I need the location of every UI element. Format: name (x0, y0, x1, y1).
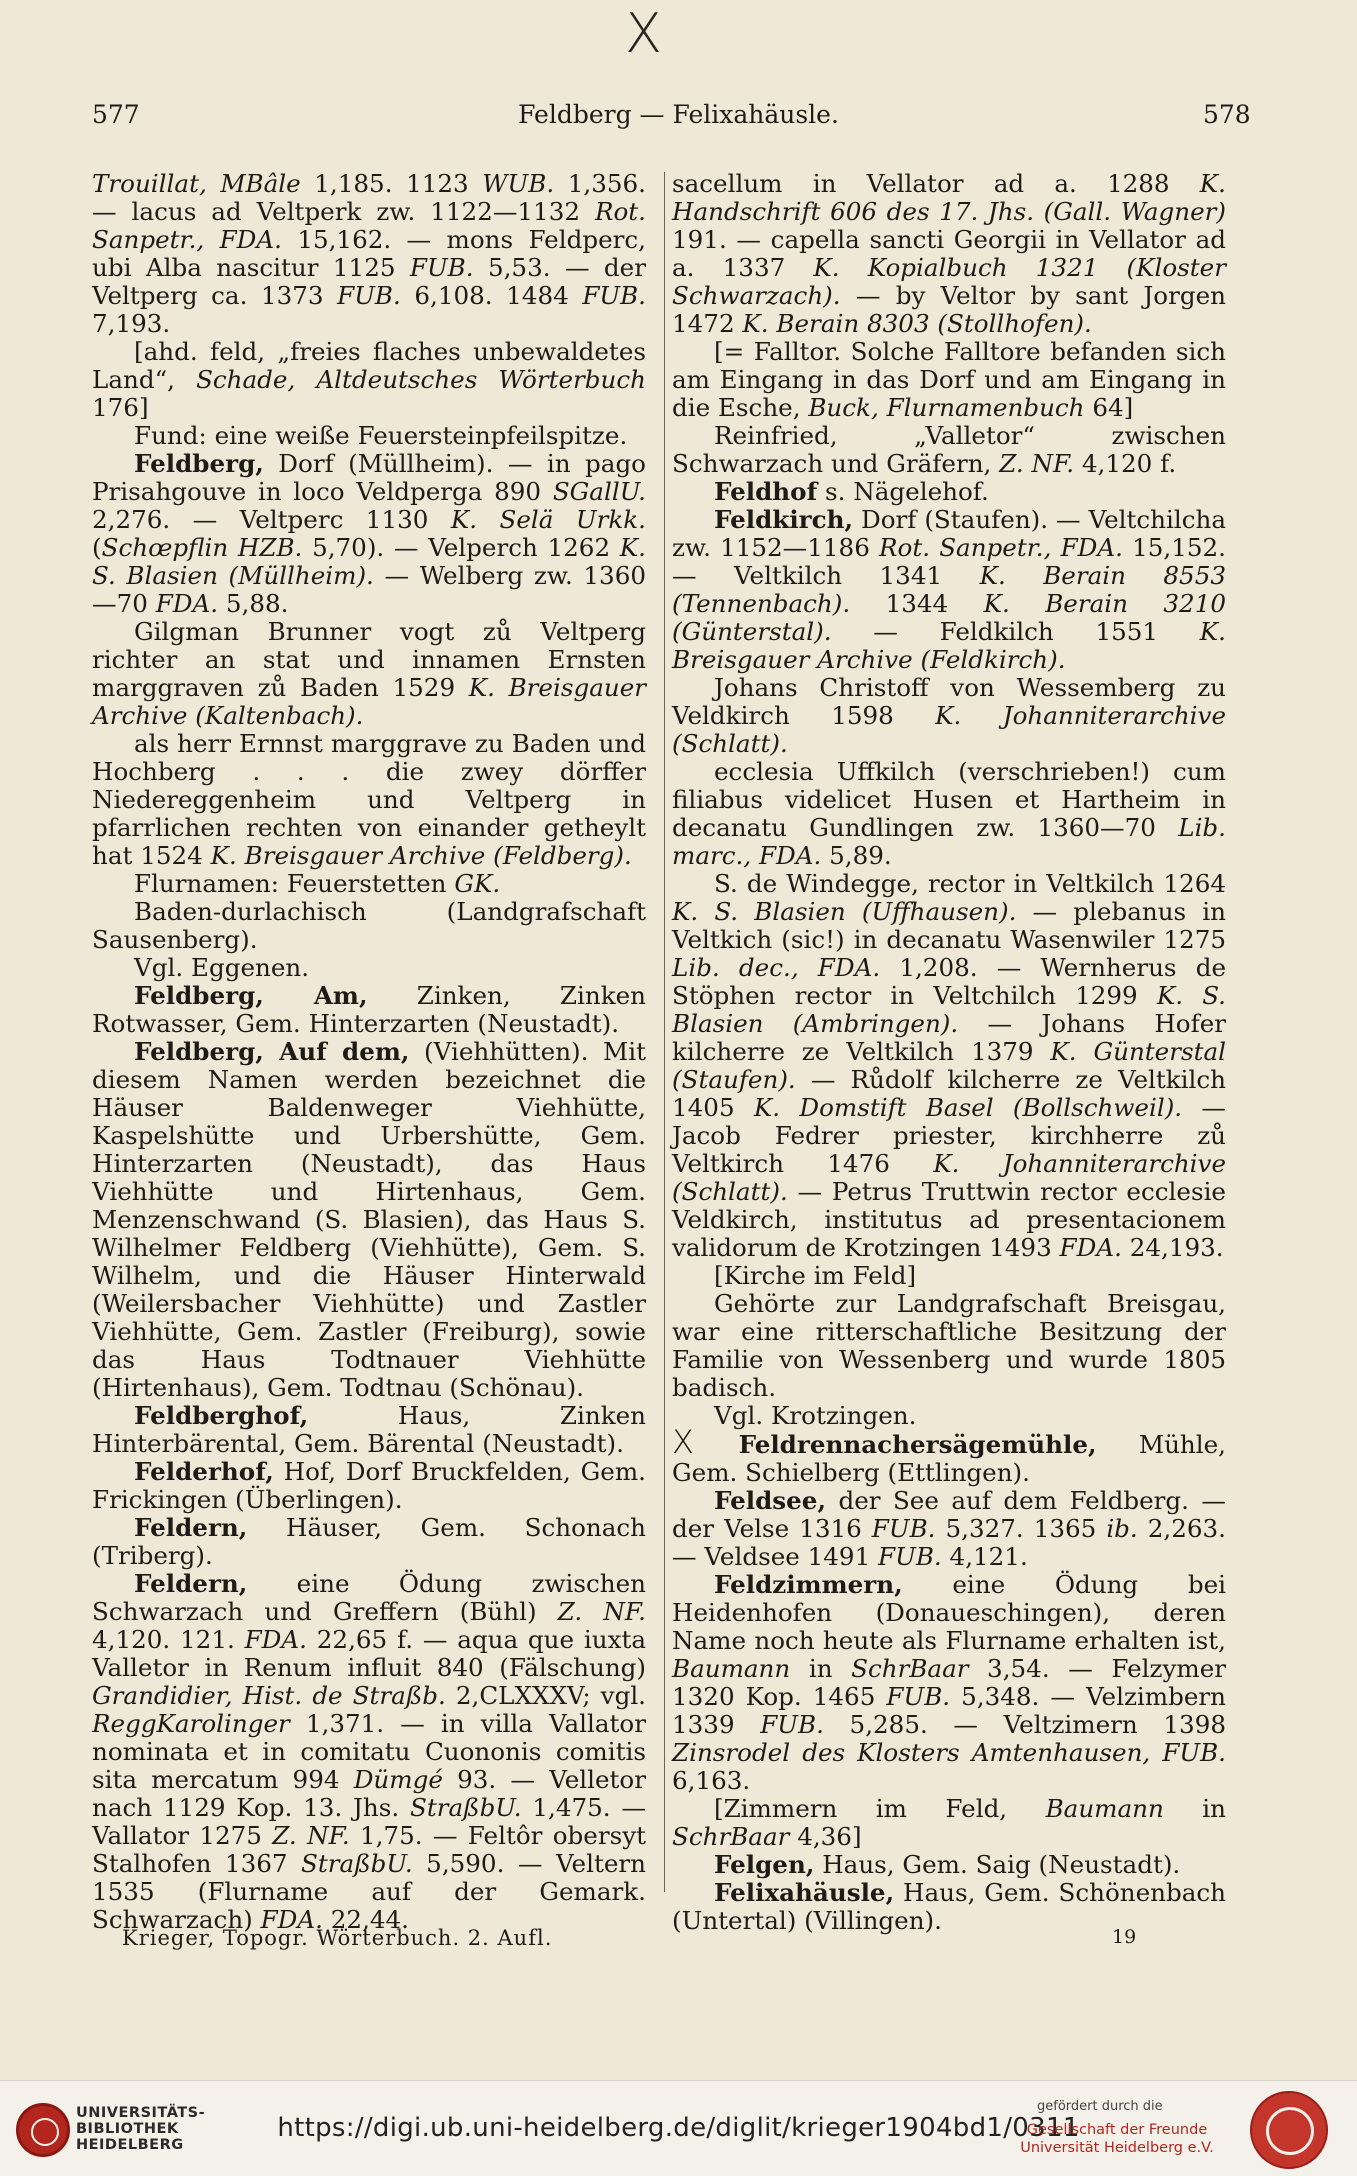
entry-text: 93. — Velletor nach 1129 Kop. 13. Jhs. (92, 1765, 646, 1822)
entry-text: ecclesia Uffkilch (verschrieben!) cum filiabus videlicet Husen et Hartheim in decanatu Gundlingen zw. 1360—70 (672, 757, 1226, 842)
source-citation: FUB. (760, 1710, 824, 1739)
entry-paragraph (92, 1458, 646, 1514)
source-citation: Grandidier, Hist. de Straßb. (92, 1681, 446, 1710)
entry-text: 176] (92, 393, 149, 422)
headword: Felderhof, (134, 1457, 274, 1486)
right-text-column (672, 170, 1226, 1935)
headword: Felgen, (714, 1850, 815, 1879)
source-citation: ib. (1106, 1514, 1138, 1543)
entry-text: 1344 (850, 589, 984, 618)
headword: Feldberg, Am, (134, 981, 368, 1010)
source-citation: K. Breisgauer Archive (Feldkirch). (672, 617, 1226, 674)
source-citation: K. Handschrift 606 des 17. Jhs. (Gall. Wagner) (672, 169, 1226, 226)
entry-text: S. de Windegge, rector in Veltkilch 1264 (714, 869, 1226, 898)
viewer-bottom-bar (0, 2080, 1357, 2176)
source-citation: K. Selä Urkk. (450, 505, 646, 534)
entry-text: Dorf (Müllheim). — in pago Prisahgouve in loco Veldperga 890 (92, 449, 646, 506)
source-citation: FDA. (155, 589, 219, 618)
source-citation: K. S. Blasien (Ambringen). (672, 981, 1226, 1038)
handwritten-x-mark: X (672, 1423, 739, 1461)
entry-text: Zinken, Zinken Rotwasser, Gem. Hinterzarten (Neustadt). (92, 981, 646, 1038)
entry-paragraph (92, 450, 646, 618)
entry-text: 5,53. — der Veltperg ca. 1373 (92, 253, 646, 310)
entry-paragraph (92, 1038, 646, 1402)
entry-text: 64] (1084, 393, 1134, 422)
source-citation: FUB. (886, 1682, 951, 1711)
entry-text: 1,356. — lacus ad Veltperk zw. 1122—1132 (92, 169, 646, 226)
entry-text: 1,75. — Feltôr obersyt Stalhofen 1367 (92, 1821, 646, 1878)
entry-paragraph (672, 1879, 1226, 1935)
entry-text: 5,348. — Velzimbern 1339 (672, 1682, 1227, 1739)
source-citation: FDA. (260, 1905, 323, 1934)
source-citation: K. Berain 3210 (Günterstal). (672, 589, 1226, 646)
entry-paragraph (92, 1570, 646, 1934)
entry-text: Dorf (Staufen). — Veltchilcha zw. 1152—1186 (672, 505, 1226, 562)
entry-text: Flurnamen: Feuerstetten (134, 869, 455, 898)
column-divider (664, 172, 665, 1892)
entry-text: Haus, Gem. Saig (Neustadt). (814, 1850, 1181, 1879)
entry-text: Haus, Gem. Schönenbach (Untertal) (Villingen). (672, 1878, 1226, 1935)
entry-text: 2,263. — Veldsee 1491 (672, 1514, 1226, 1571)
source-citation: Rot. Sanpetr., FDA. (92, 197, 646, 254)
headword: Feldberghof, (134, 1401, 309, 1430)
library-name-line: UNIVERSITÄTS- (76, 2105, 206, 2121)
headword: Feldkirch, (714, 505, 854, 534)
entry-text: 15,152. — Veltkilch 1341 (672, 533, 1226, 590)
source-citation: Z. NF. (557, 1597, 646, 1626)
entry-text: Mühle, Gem. Schielberg (Ettlingen). (672, 1430, 1227, 1487)
entry-text: — plebanus in Veltkich (sic!) in decanatu Wasenwiler 1275 (672, 897, 1226, 954)
entry-paragraph (672, 506, 1226, 674)
entry-text: Vgl. Eggenen. (134, 953, 310, 982)
headword: Feldern, (134, 1569, 248, 1598)
source-citation: SchrBaar (851, 1654, 969, 1683)
entry-text: 5,590. — Veltern 1535 (Flurname auf der Gemark. Schwarzach) (92, 1849, 646, 1934)
sponsor-seal-icon (1250, 2091, 1328, 2169)
entry-text: [Kirche im Feld] (714, 1261, 917, 1290)
source-citation: Rot. Sanpetr., FDA. (879, 533, 1123, 562)
headword: Feldberg, Auf dem, (134, 1037, 410, 1066)
entry-text: s. Nägelehof. (817, 477, 989, 506)
source-citation: StraßbU. (409, 1793, 522, 1822)
entry-paragraph (672, 170, 1226, 338)
entry-paragraph (92, 898, 646, 954)
source-citation: K. Berain 8553 (Tennenbach). (672, 561, 1226, 618)
source-citation: FUB. (871, 1514, 936, 1543)
entry-text: 5,88. (218, 589, 289, 618)
source-citation: Lib. dec., FDA. (672, 953, 881, 982)
entry-text: eine Ödung zwischen Schwarzach und Greffern (Bühl) (92, 1569, 646, 1626)
headword: Feldberg, (134, 449, 264, 478)
entry-text: 5,285. — Veltzimern 1398 (823, 1710, 1226, 1739)
source-citation: SchrBaar (672, 1822, 790, 1851)
entry-text: 5,89. (821, 841, 892, 870)
entry-paragraph (672, 1402, 1226, 1430)
entry-paragraph (672, 674, 1226, 758)
sponsor-name[interactable] (1017, 2121, 1217, 2157)
entry-text: [Zimmern im Feld, (714, 1794, 1046, 1823)
page-number-left: 577 (92, 100, 140, 129)
running-title: Feldberg — Felixahäusle. (518, 100, 839, 129)
entry-text: sacellum in Vellator ad a. 1288 (672, 169, 1200, 198)
entry-paragraph (672, 758, 1226, 870)
source-citation: Baumann (1045, 1794, 1164, 1823)
entry-text: 5,327. 1365 (935, 1514, 1107, 1543)
entry-text: — Johans Hofer kilcherre ze Veltkilch 1379 (672, 1009, 1227, 1066)
entry-text: — by Veltor by sant Jorgen 1472 (672, 281, 1226, 338)
entry-paragraph (672, 870, 1226, 1262)
source-citation: Z. NF. (272, 1821, 350, 1850)
entry-paragraph (672, 1423, 1227, 1487)
source-citation: GK. (454, 869, 501, 898)
source-citation: FUB. (878, 1542, 942, 1571)
entry-text: Baden-durlachisch (Landgrafschaft Sausenberg). (92, 897, 646, 954)
entry-text: [ahd. feld, „freies flaches unbewaldetes Land“, (92, 337, 646, 394)
entry-text: 191. — capella sancti Georgii in Vellator ad a. 1337 (672, 225, 1226, 282)
entry-text: als herr Ernnst marggrave zu Baden und Hochberg . . . die zwey dörffer Niedereggenheim und Veltperg in pfarrlichen rechten von einander getheylt hat 1524 (92, 729, 646, 870)
entry-paragraph (672, 1290, 1226, 1402)
entry-text: — Jacob Fedrer priester, kirchherre zů Veltkirch 1476 (672, 1093, 1226, 1178)
entry-paragraph (672, 338, 1226, 422)
entry-paragraph (672, 422, 1226, 478)
entry-paragraph (672, 1571, 1226, 1795)
library-name-line: BIBLIOTHEK (76, 2121, 179, 2137)
permalink-url[interactable]: https://digi.ub.uni-heidelberg.de/diglit/krieger1904bd1/0311 (277, 2113, 1080, 2143)
entry-text: Hof, Dorf Bruckfelden, Gem. Frickingen (Überlingen). (92, 1457, 646, 1514)
entry-text: Gehörte zur Landgrafschaft Breisgau, war eine ritterschaftliche Besitzung der Familie von Wessenberg und wurde 1805 badisch. (672, 1289, 1226, 1402)
source-citation: FDA. (244, 1625, 307, 1654)
entry-paragraph (92, 1514, 646, 1570)
entry-text: Reinfried, „Valletor“ zwischen Schwarzach und Gräfern, (672, 421, 1226, 478)
source-citation: Buck, Flurnamenbuch (808, 393, 1085, 422)
headword: Feldern, (134, 1513, 248, 1542)
source-citation: K. Breisgauer Archive (Kaltenbach). (92, 673, 647, 730)
entry-text: Johans Christoff von Wessemberg zu Veldkirch 1598 (672, 673, 1226, 730)
source-citation: K. Günterstal (Staufen). (672, 1037, 1227, 1094)
entry-text: 1,208. — Wernherus de Stöphen rector in Veltchilch 1299 (672, 953, 1226, 1010)
entry-paragraph (92, 870, 646, 898)
entry-text: [= Falltor. Solche Falltore befanden sich am Eingang in das Dorf und am Eingang in die Esche, (672, 337, 1226, 422)
entry-paragraph (92, 982, 646, 1038)
source-citation: Schœpflin HZB. (101, 533, 303, 562)
entry-paragraph (672, 1262, 1226, 1290)
entry-text: 22,44. (322, 1905, 409, 1934)
entry-text: 22,65 f. — aqua que iuxta Valletor in Renum influit 840 (Fälschung) (92, 1625, 646, 1682)
source-citation: Z. NF. (999, 449, 1075, 478)
entry-text: 3,54. — Felzymer 1320 Kop. 1465 (672, 1654, 1226, 1711)
source-citation: SGallU. (552, 477, 646, 506)
source-citation: K. Breisgauer Archive (Feldberg). (210, 841, 632, 870)
entry-text: — Petrus Truttwin rector ecclesie Veldkirch, institutus ad presentacionem validorum de Krotzingen 1493 (672, 1177, 1226, 1262)
entry-text: in (1163, 1794, 1226, 1823)
entry-text: 6,163. (672, 1766, 751, 1795)
entry-text: 24,193. (1121, 1233, 1224, 1262)
source-citation: WUB. (482, 169, 555, 198)
source-citation: FUB. (582, 281, 646, 310)
entry-text: 4,121. (941, 1542, 1028, 1571)
entry-paragraph (672, 1851, 1226, 1879)
entry-text: eine Ödung bei Heidenhofen (Donaueschingen), deren Name noch heute als Flurname erhalten ist, (672, 1570, 1226, 1655)
entry-paragraph (672, 478, 1226, 506)
entry-text: (Viehhütten). Mit diesem Namen werden bezeichnet die Häuser Baldenweger Viehhütte, Kaspelshütte und Urbershütte, Gem. Hinterzarten (Neustadt), das Haus Viehhütte und Hirtenhaus, Gem. Menzenschwand (S. Blasien), das Haus S. Wilhelmer Feldberg (Viehhütte), Gem. S. Wilhelm, und die Häuser Hinterwald (Weilersbacher Viehhütte) und Zastler Viehhütte, Gem. Zastler (Freiburg), sowie das Haus Todtnauer Viehhütte (Hirtenhaus), Gem. Todtnau (Schönau). (92, 1037, 646, 1402)
entry-paragraph (92, 618, 646, 730)
entry-text: — Feldkilch 1551 (831, 617, 1200, 646)
source-citation: K. S. Blasien (Uffhausen). (672, 897, 1017, 926)
entry-text: Häuser, Gem. Schonach (Triberg). (92, 1513, 646, 1570)
entry-text: der See auf dem Feldberg. — der Velse 1316 (672, 1486, 1226, 1543)
source-citation: K. Domstift Basel (Bollschweil). (753, 1093, 1183, 1122)
source-citation: FUB. (337, 281, 401, 310)
source-citation: Trouillat, MBâle (92, 169, 301, 198)
source-citation: K. Berain 8303 (Stollhofen). (742, 309, 1092, 338)
entry-text: 2,276. — Veltperc 1130 (92, 505, 451, 534)
source-citation: K. S. Blasien (Müllheim). (92, 533, 646, 590)
entry-paragraph (92, 1402, 646, 1458)
entry-text: Vgl. Krotzingen. (714, 1401, 917, 1430)
entry-text: 4,120. 121. (92, 1625, 245, 1654)
source-citation: Schade, Altdeutsches Wörterbuch (196, 365, 646, 394)
source-citation: Lib. marc., FDA. (672, 813, 1226, 870)
handwritten-x-mark: X (625, 2, 662, 65)
entry-paragraph (92, 422, 646, 450)
source-citation: Baumann (672, 1654, 791, 1683)
source-citation: K. Johanniterarchive (Schlatt). (672, 701, 1227, 758)
entry-text: 4,36] (789, 1822, 862, 1851)
entry-text: Gilgman Brunner vogt zů Veltperg richter an stat und innamen Ernsten marggraven zů Baden 1529 (92, 617, 646, 702)
sponsor-name-line: Universität Heidelberg e.V. (1020, 2140, 1214, 2156)
left-text-column (92, 170, 646, 1934)
library-name-line: HEIDELBERG (76, 2137, 184, 2153)
entry-text: Fund: eine weiße Feuersteinpfeilspitze. (134, 421, 628, 450)
headword: Felixahäusle, (714, 1878, 895, 1907)
entry-paragraph (672, 1487, 1226, 1571)
page-number-right: 578 (1203, 100, 1251, 129)
entry-text: 2,CLXXXV; vgl. (445, 1681, 646, 1710)
entry-text: 7,193. (92, 309, 171, 338)
entry-text: — Růdolf kilcherre ze Veltkilch 1405 (672, 1065, 1226, 1122)
source-citation: FDA. (1059, 1233, 1122, 1262)
entry-text: 1,475. — Vallator 1275 (92, 1793, 646, 1850)
entry-paragraph (92, 954, 646, 982)
entry-text: 1,185. 1123 (300, 169, 483, 198)
entry-text: 15,162. — mons Feldperc, ubi Alba nascitur 1125 (92, 225, 646, 282)
entry-text: Haus, Zinken Hinterbärental, Gem. Bärental (Neustadt). (92, 1401, 646, 1458)
source-citation: Zinsrodel des Klosters Amtenhausen, FUB. (672, 1738, 1226, 1767)
headword: Feldzimmern, (714, 1570, 903, 1599)
entry-text: 4,120 f. (1074, 449, 1177, 478)
source-citation: K. Johanniterarchive (Schlatt). (672, 1149, 1227, 1206)
entry-text: 6,108. 1484 (400, 281, 583, 310)
headword: Feldhof (714, 477, 818, 506)
source-citation: FUB. (409, 253, 474, 282)
source-citation: ReggKarolinger (92, 1709, 290, 1738)
sheet-number: 19 (1112, 1926, 1137, 1948)
entry-paragraph (672, 1795, 1226, 1851)
source-citation: K. Kopialbuch 1321 (Kloster Schwarzach). (672, 253, 1226, 310)
entry-text: 5,70). — Velperch 1262 (302, 533, 620, 562)
entry-paragraph (92, 338, 646, 422)
entry-paragraph (92, 170, 646, 338)
entry-text: 1,371. — in villa Vallator nominata et in comitatu Cuononis comitis sita mercatum 994 (92, 1709, 646, 1794)
entry-text: ( (92, 533, 102, 562)
entry-text: — Welberg zw. 1360—70 (92, 561, 647, 618)
source-citation: StraßbU. (301, 1849, 413, 1878)
entry-text: in (790, 1654, 852, 1683)
signature-line: Krieger, Topogr. Wörterbuch. 2. Aufl. (122, 1926, 553, 1950)
headword: Feldsee, (714, 1486, 827, 1515)
sponsor-name-line: Gesellschaft der Freunde (1026, 2122, 1208, 2138)
sponsor-label: gefördert durch die (1037, 2099, 1163, 2114)
headword: Feldrennachersägemühle, (738, 1430, 1097, 1459)
source-citation: Dümgé (353, 1765, 443, 1794)
entry-paragraph (92, 730, 646, 870)
